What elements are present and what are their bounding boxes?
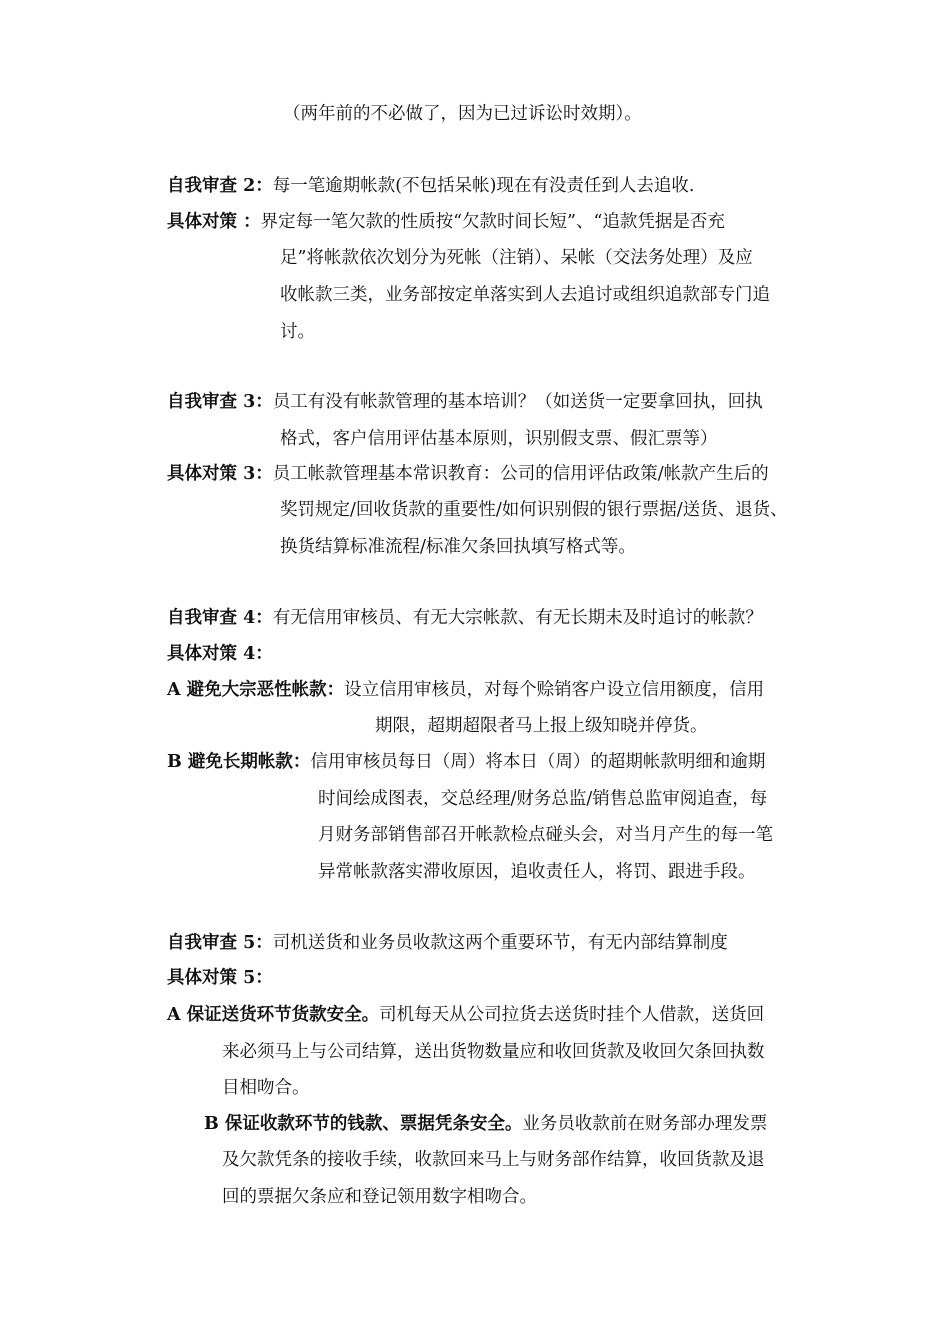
check-label: 自我审查 2： xyxy=(167,176,273,196)
item-a-line: 来必须马上与公司结算，送出货物数量应和收回货款及收回欠条回执数 xyxy=(222,1042,765,1062)
measure-line: 奖罚规定/回收货款的重要性/如何识别假的银行票据/送货、退货、 xyxy=(280,500,788,520)
check-label: 自我审查 3： xyxy=(167,392,273,412)
item-b-line: 回的票据欠条应和登记领用数字相吻合。 xyxy=(222,1187,537,1207)
check-label: 自我审查 5： xyxy=(167,933,273,953)
measure-label: 具体对策 ： xyxy=(167,212,261,232)
measure-line: 足”将帐款依次划分为死帐（注销）、呆帐（交法务处理）及应 xyxy=(280,248,753,268)
item-b-line: 信用审核员每日（周）将本日（周）的超期帐款明细和逾期 xyxy=(310,752,766,772)
section-4-measure-label: 具体对策 4： xyxy=(167,644,273,664)
item-b-line: 异常帐款落实滞收原因，追收责任人，将罚、跟进手段。 xyxy=(318,862,756,882)
section-4-check xyxy=(167,606,763,630)
check-label: 自我审查 4： xyxy=(167,608,273,628)
item-a-line: 期限，超期超限者马上报上级知晓并停货。 xyxy=(375,716,708,736)
section-4-item-b xyxy=(167,750,765,774)
check-text: 司机送货和业务员收款这两个重要环节，有无内部结算制度 xyxy=(272,933,728,953)
item-b-line: 月财务部销售部召开帐款检点碰头会，对当月产生的每一笔 xyxy=(318,825,773,845)
section-4-item-a xyxy=(167,678,764,702)
section-5-measure-label: 具体对策 5： xyxy=(167,968,273,988)
item-a-line: 设立信用审核员，对每个赊销客户设立信用额度，信用 xyxy=(344,680,765,700)
intro-line: （两年前的不必做了，因为已过诉讼时效期）。 xyxy=(283,104,642,124)
item-b-label: B 避免长期帐款： xyxy=(167,752,311,772)
section-3-measure xyxy=(167,462,769,486)
item-a-label: A 避免大宗恶性帐款： xyxy=(167,680,345,700)
section-3-check xyxy=(167,390,763,414)
measure-label: 具体对策 3： xyxy=(167,464,273,484)
item-b-line: 时间绘成图表，交总经理/财务总监/销售总监审阅追查，每 xyxy=(318,789,768,809)
item-a-line: 司机每天从公司拉货去送货时挂个人借款，送货回 xyxy=(379,1005,765,1025)
item-b-line: 及欠款凭条的接收手续，收款回来马上与财务部作结算，收回货款及退 xyxy=(222,1150,765,1170)
section-5-check xyxy=(167,931,728,955)
measure-line: 界定每一笔欠款的性质按“欠款时间长短”、“追款凭据是否充 xyxy=(260,212,725,232)
measure-line: 员工帐款管理基本常识教育：公司的信用评估政策/帐款产生后的 xyxy=(272,464,769,484)
check-text: 有无信用审核员、有无大宗帐款、有无长期未及时追讨的帐款？ xyxy=(272,608,763,628)
measure-line: 讨。 xyxy=(280,322,315,342)
item-b-line: 业务员收款前在财务部办理发票 xyxy=(522,1114,768,1134)
item-a-label: A 保证送货环节货款安全。 xyxy=(167,1005,380,1025)
check-line: 员工有没有帐款管理的基本培训？（如送货一定要拿回执，回执 xyxy=(272,392,763,412)
section-5-item-a xyxy=(167,1003,764,1027)
measure-line: 收帐款三类，业务部按定单落实到人去追讨或组织追款部专门追 xyxy=(280,285,770,305)
section-5-item-b xyxy=(204,1112,767,1136)
section-2-measure xyxy=(167,210,725,234)
item-a-line: 目相吻合。 xyxy=(222,1078,310,1098)
section-2-check xyxy=(167,174,695,198)
check-text: 每一笔逾期帐款(不包括呆帐)现在有没责任到人去追收. xyxy=(272,176,695,196)
check-line: 格式，客户信用评估基本原则，识别假支票、假汇票等） xyxy=(280,429,718,449)
measure-line: 换货结算标准流程/标准欠条回执填写格式等。 xyxy=(280,537,636,557)
item-b-label: B 保证收款环节的钱款、票据凭条安全。 xyxy=(204,1114,523,1134)
